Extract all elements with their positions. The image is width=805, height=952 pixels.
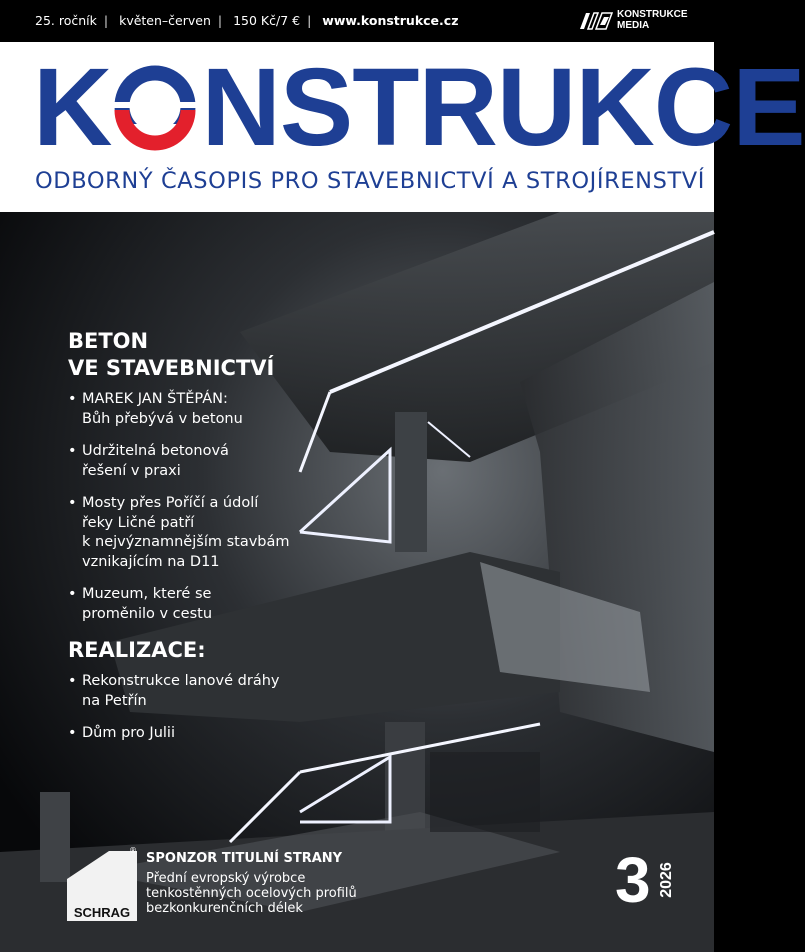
publisher-logo-icon (578, 9, 614, 31)
headline-item: • Udržitelná betonová řešení v praxi (68, 442, 290, 481)
price-label: 150 Kč/7 € (233, 13, 301, 28)
title-rest: NSTRUKCE (201, 46, 805, 169)
section-list-beton (68, 390, 290, 624)
section-title-beton: BETON VE STAVEBNICTVÍ (68, 329, 275, 380)
separator: | (307, 13, 312, 28)
volume-label: 25. ročník (35, 13, 97, 28)
magazine-subtitle: ODBORNÝ ČASOPIS PRO STAVEBNICTVÍ A STROJÍRENSTVÍ (35, 168, 706, 194)
headline-item: • Rekonstrukce lanové dráhy na Petřín (68, 672, 290, 711)
cover-headlines (68, 328, 290, 757)
masthead (0, 42, 805, 212)
publisher-name-line1: KONSTRUKCE (617, 9, 688, 20)
sponsor-logo-text: SCHRAG (73, 905, 131, 920)
magazine-title (33, 46, 805, 169)
issue-number-value: 3 (615, 844, 651, 916)
section-title-realizace: REALIZACE: (68, 638, 206, 662)
publisher-name-line2: MEDIA (617, 19, 650, 31)
separator: | (217, 13, 223, 28)
website-link[interactable]: www.konstrukce.cz (322, 13, 459, 28)
sponsor-description: Přední evropský výrobce tenkostěnných ocelových profilů bezkonkurenčních délek (146, 871, 357, 916)
title-letter-k: K (33, 46, 112, 169)
sponsor-title: SPONZOR TITULNÍ STRANY (146, 851, 343, 866)
publisher-name (617, 10, 688, 31)
headline-item: • Dům pro Julii (68, 724, 290, 744)
headline-item: • Mosty přes Poříčí a údolí řeky Ličné patří k nejvýznamnějším stavbám vznikajícím na D11 (68, 494, 290, 572)
title-o-logo-icon (113, 62, 197, 150)
headline-item: • Muzeum, které se proměnilo v cestu (68, 585, 290, 624)
issue-number (608, 843, 682, 917)
schrag-logo-icon (67, 851, 137, 921)
sponsor-logo (67, 846, 137, 921)
registered-mark: ® (129, 846, 137, 855)
issue-meta (35, 13, 465, 28)
separator: | (103, 13, 109, 28)
headline-item: • MAREK JAN ŠTĚPÁN: Bůh přebývá v betonu (68, 390, 290, 429)
issue-year: 2026 (658, 862, 675, 898)
section-list-realizace (68, 672, 290, 744)
months-label: květen–červen (119, 13, 211, 28)
top-info-bar (0, 0, 714, 42)
